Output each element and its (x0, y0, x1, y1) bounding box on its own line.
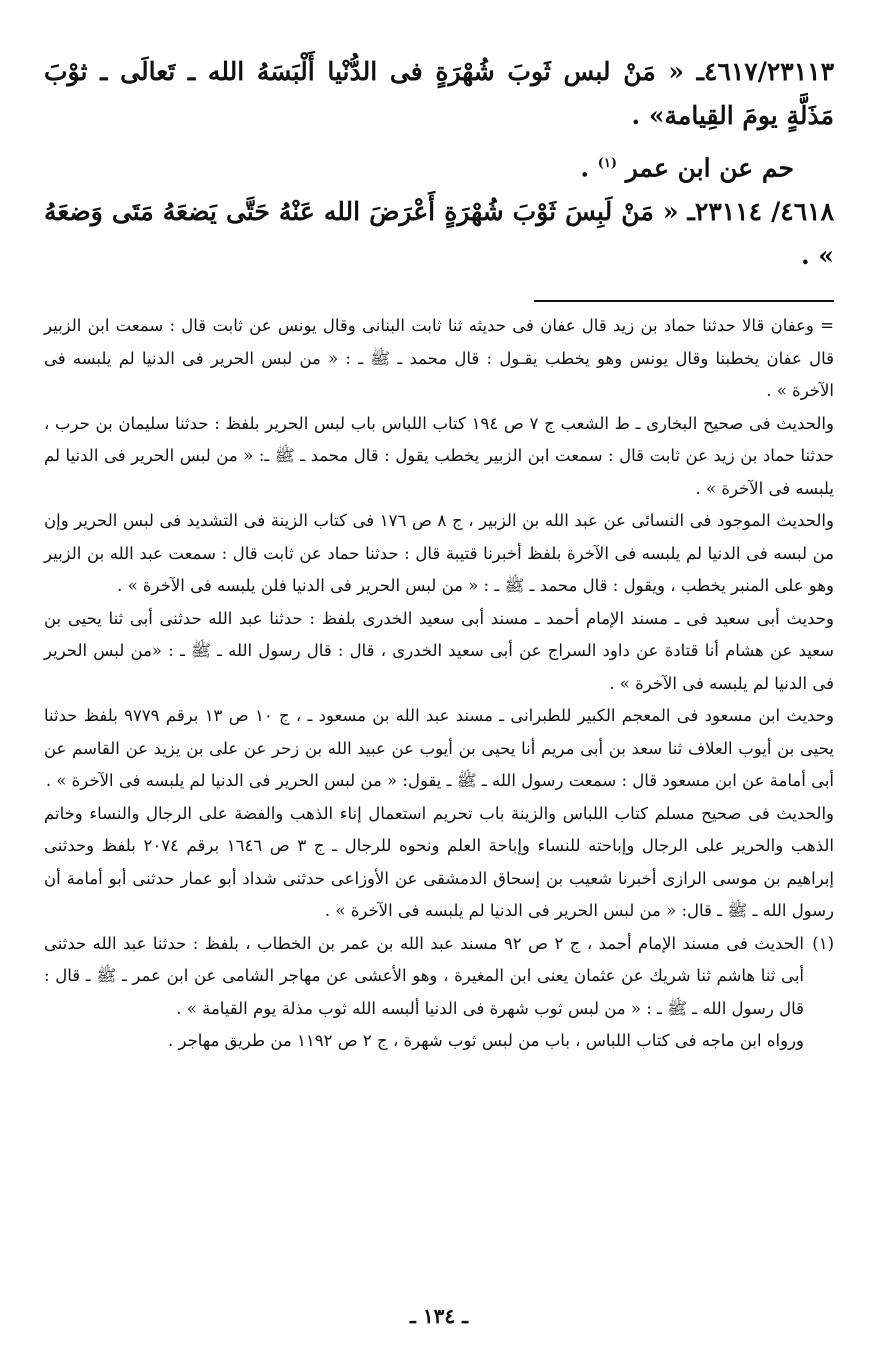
note-bukhari: والحديث فى صحيح البخارى ـ ط الشعب ج ٧ ص ١٩٤ كتاب اللباس باب لبس الحرير بلفظ : حدثنا سليمان بن حرب ، حدثنا حماد بن زيد عن ثابت قال : سمعت ابن الزبير يخطب يقول : قال محمد ـ ﷺ ـ: « من لبس الحرير فى الدنيا لم يلبسه فى الآخرة » . (44, 413, 834, 498)
note-ibn-masud: وحديث ابن مسعود فى المعجم الكبير للطبرانى ـ مسند عبد الله بن مسعود ـ ، ج ١٠ ص ١٣ برقم ٩٧٧٩ بلفظ حدثنا يحيى بن أيوب العلاف ثنا سعد بن أبى مريم أنا يحيى بن أيوب عن عبيد الله بن زحر عن على بن يزيد عن القاسم عن أبى أمامة عن ابن مسعود قال : سمعت رسول الله ـ ﷺ ـ يقول: « من لبس الحرير فى الدنيا لم يلبسه فى الآخرة » . (44, 706, 834, 791)
note-muslim: والحديث فى صحيح مسلم كتاب اللباس والزينة باب تحريم استعمال إناء الذهب والفضة على الرجال والنساء وخاتم الذهب والحرير على الرجال وإباحته للنساء وإباحة العلم ونحوه للرجال ـ ج ٣ ص ١٦٤٦ برقم ٢٠٧٤ بلفظ وحدثنى إبراهيم بن موسى الرازى أخبرنا شعيب بن إسحاق الدمشقى عن الأوزاعى حدثنى شداد أبو عمار حدثنى أبو أمامة أن رسول الله ـ ﷺ ـ قال: « من لبس الحرير فى الدنيا لم يلبسه فى الآخرة » . (44, 803, 834, 921)
note-continuation: = وعفان قالا حدثنا حماد بن زيد قال عفان فى حديثه ثنا ثابت البنانى وقال يونس عن ثابت قال : سمعت ابن الزبير قال عفان يخطبنا وقال يونس وهو يخطب يقـول : قال محمد ـ ﷺ ـ : « من لبس الحرير فى الدنيا لم يلبسه فى الآخرة » . (44, 316, 834, 401)
footnote-divider (534, 300, 834, 302)
footnote-ref-1[interactable]: (١) (597, 156, 618, 171)
source-text: حم عن ابن عمر (625, 153, 794, 183)
footnote-1 (44, 928, 834, 1026)
footnote-1-number: (١) (812, 933, 834, 953)
footnote-1-text: الحديث فى مسند الإمام أحمد ، ج ٢ ص ٩٢ مسند عبد الله بن عمر بن الخطاب ، بلفظ : حدثنا عبد الله حدثنى أبى ثنا هاشم ثنا شريك عن عثمان يعنى ابن المغيرة ، وهو الأعشى عن مهاجر الشامى عن ابن عمر ـ ﷺ ـ قال : قال رسول الله ـ ﷺ ـ : « من لبس ثوب شهرة فى الدنيا ألبسه الله ثوب مذلة يوم القيامة » . (44, 933, 804, 1018)
main-text (44, 50, 834, 278)
source-end: . (580, 153, 598, 183)
page-number: ـ ١٣٤ ـ (410, 1304, 468, 1328)
note-abu-said: وحديث أبى سعيد فى ـ مسند الإمام أحمد ـ مسند أبى سعيد الخدرى بلفظ : حدثنا عبد الله حدثنى أبى ثنا يحيى بن سعيد عن هشام أنا قتادة عن داود السراج عن أبى سعيد الخدرى ، قال : قال رسول الله ـ ﷺ ـ : «من لبس الحرير فى الدنيا لم يلبسه فى الآخرة » . (44, 608, 834, 693)
footnote-1-extra: ورواه ابن ماجه فى كتاب اللباس ، باب من لبس ثوب شهرة ، ج ٢ ص ١١٩٢ من طريق مهاجر . (168, 1031, 804, 1051)
document-page (44, 50, 834, 1330)
footnotes (44, 310, 834, 1058)
hadith-4618: ٤٦١٨/ ٢٣١١٤ـ « مَنْ لَبِسَ ثَوْبَ شُهْرَةٍ أَعْرَضَ الله عَنْهُ حَتَّى يَضعَهُ مَتَى وَضعَهُ » . (44, 197, 834, 271)
note-nasai: والحديث الموجود فى النسائى عن عبد الله بن الزبير ، ج ٨ ص ١٧٦ فى كتاب الزينة فى التشديد فى لبس الحرير وإن من لبسه فى الدنيا لم يلبسه فى الآخرة بلفظ أخبرنا قتيبة قال : حدثنا حماد عن ثابت قال : سمعت عبد الله بن الزبير وهو على المنبر يخطب ، ويقول : قال محمد ـ ﷺ ـ : « من لبس الحرير فى الدنيا فلن يلبسه فى الآخرة » . (44, 511, 834, 596)
hadith-4617-source (44, 142, 834, 190)
hadith-4617: ٤٦١٧/٢٣١١٣ـ « مَنْ لبس ثَوبَ شُهْرَةٍ فى الدُّنْيا أَلْبَسَهُ الله ـ تَعالَى ـ ثوْبَ مَذَلَّةٍ يومَ القِيامة» . (44, 57, 834, 130)
